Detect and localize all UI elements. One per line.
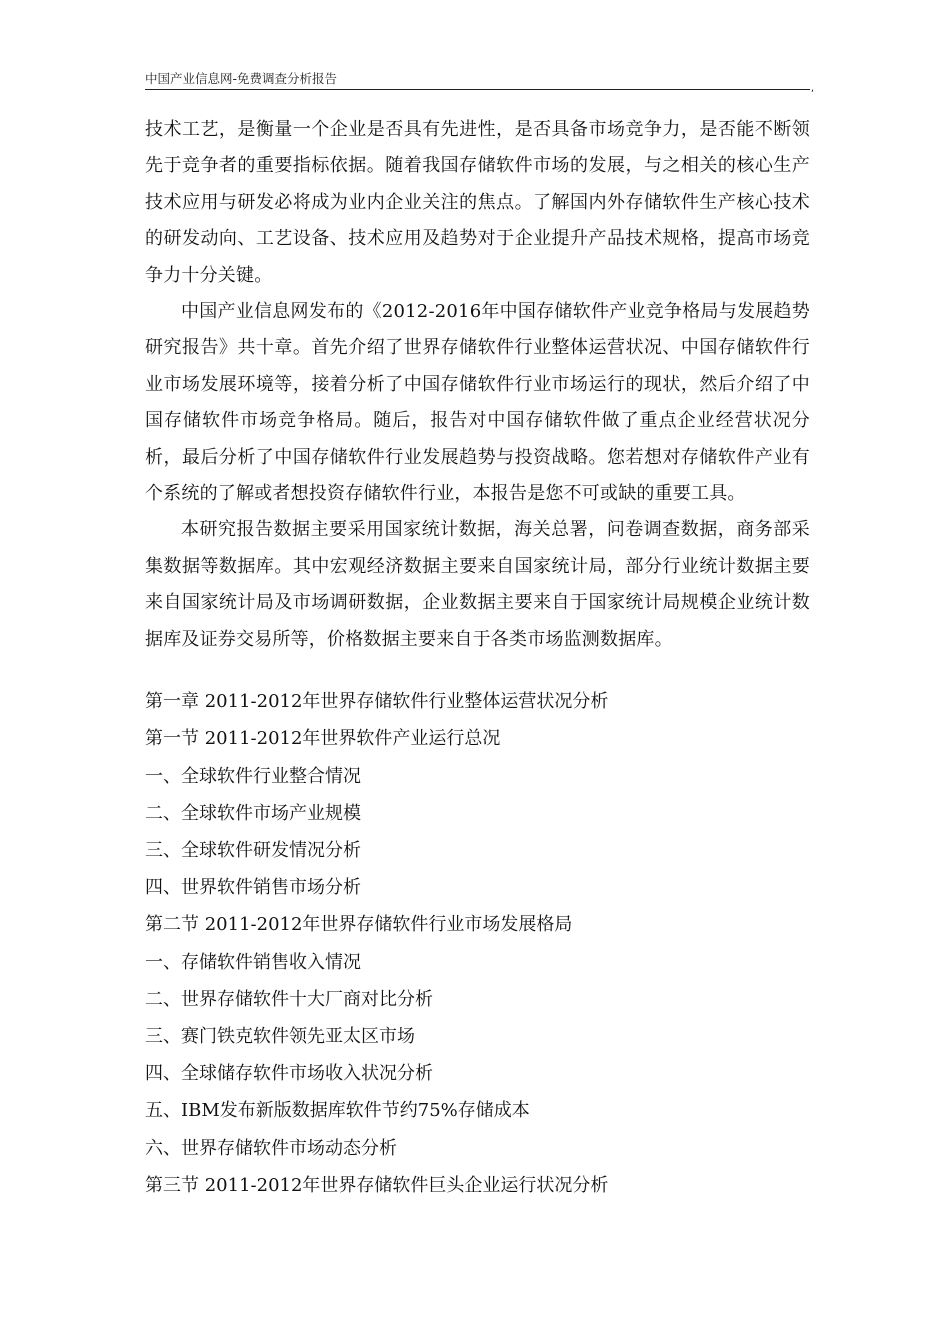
header-title: 中国产业信息网-免费调查分析报告 [145, 71, 338, 86]
header-tick-mark: , [810, 83, 814, 94]
toc-item: 五、IBM发布新版数据库软件节约75%存储成本 [145, 1100, 530, 1122]
page-header [145, 71, 814, 94]
toc-item: 一、存储软件销售收入情况 [145, 951, 361, 973]
toc-item: 二、全球软件市场产业规模 [145, 802, 361, 824]
paragraph-technology: 技术工艺，是衡量一个企业是否具有先进性，是否具备市场竞争力，是否能不断领先于竞争者的重要指标依据。随着我国存储软件市场的发展，与之相关的核心生产技术应用与研发必将成为业内企业关注的焦点。了解国内外存储软件生产核心技术的研发动向、工艺设备、技术应用及趋势对于企业提升产品技术规格，提高市场竞争力十分关键。 [145, 119, 810, 286]
document-body [145, 112, 810, 1204]
toc-item: 四、世界软件销售市场分析 [145, 877, 361, 899]
toc-item: 四、全球储存软件市场收入状况分析 [145, 1063, 433, 1085]
toc-section-1: 第一节 2011-2012年世界软件产业运行总况 [145, 728, 501, 750]
toc-section-2: 第二节 2011-2012年世界存储软件行业市场发展格局 [145, 914, 573, 936]
toc-item: 三、赛门铁克软件领先亚太区市场 [145, 1025, 415, 1047]
toc-item: 六、世界存储软件市场动态分析 [145, 1137, 397, 1159]
table-of-contents [145, 683, 810, 1204]
toc-section-3: 第三节 2011-2012年世界存储软件巨头企业运行状况分析 [145, 1174, 609, 1196]
toc-item: 二、世界存储软件十大厂商对比分析 [145, 988, 433, 1010]
toc-chapter-1: 第一章 2011-2012年世界存储软件行业整体运营状况分析 [145, 691, 609, 713]
paragraph-data-sources: 本研究报告数据主要采用国家统计数据，海关总署，问卷调查数据，商务部采集数据等数据库。其中宏观经济数据主要来自国家统计局，部分行业统计数据主要来自国家统计局及市场调研数据，企业数据主要来自于国家统计局规模企业统计数据库及证券交易所等，价格数据主要来自于各类市场监测数据库。 [145, 519, 810, 650]
paragraph-report-overview: 中国产业信息网发布的《2012-2016年中国存储软件产业竞争格局与发展趋势研究报告》共十章。首先介绍了世界存储软件行业整体运营状况、中国存储软件行业市场发展环境等，接着分析了中国存储软件行业市场运行的现状，然后介绍了中国存储软件市场竞争格局。随后，报告对中国存储软件做了重点企业经营状况分析，最后分析了中国存储软件行业发展趋势与投资战略。您若想对存储软件产业有个系统的了解或者想投资存储软件行业，本报告是您不可或缺的重要工具。 [145, 301, 810, 505]
toc-item: 一、全球软件行业整合情况 [145, 765, 361, 787]
toc-item: 三、全球软件研发情况分析 [145, 839, 361, 861]
